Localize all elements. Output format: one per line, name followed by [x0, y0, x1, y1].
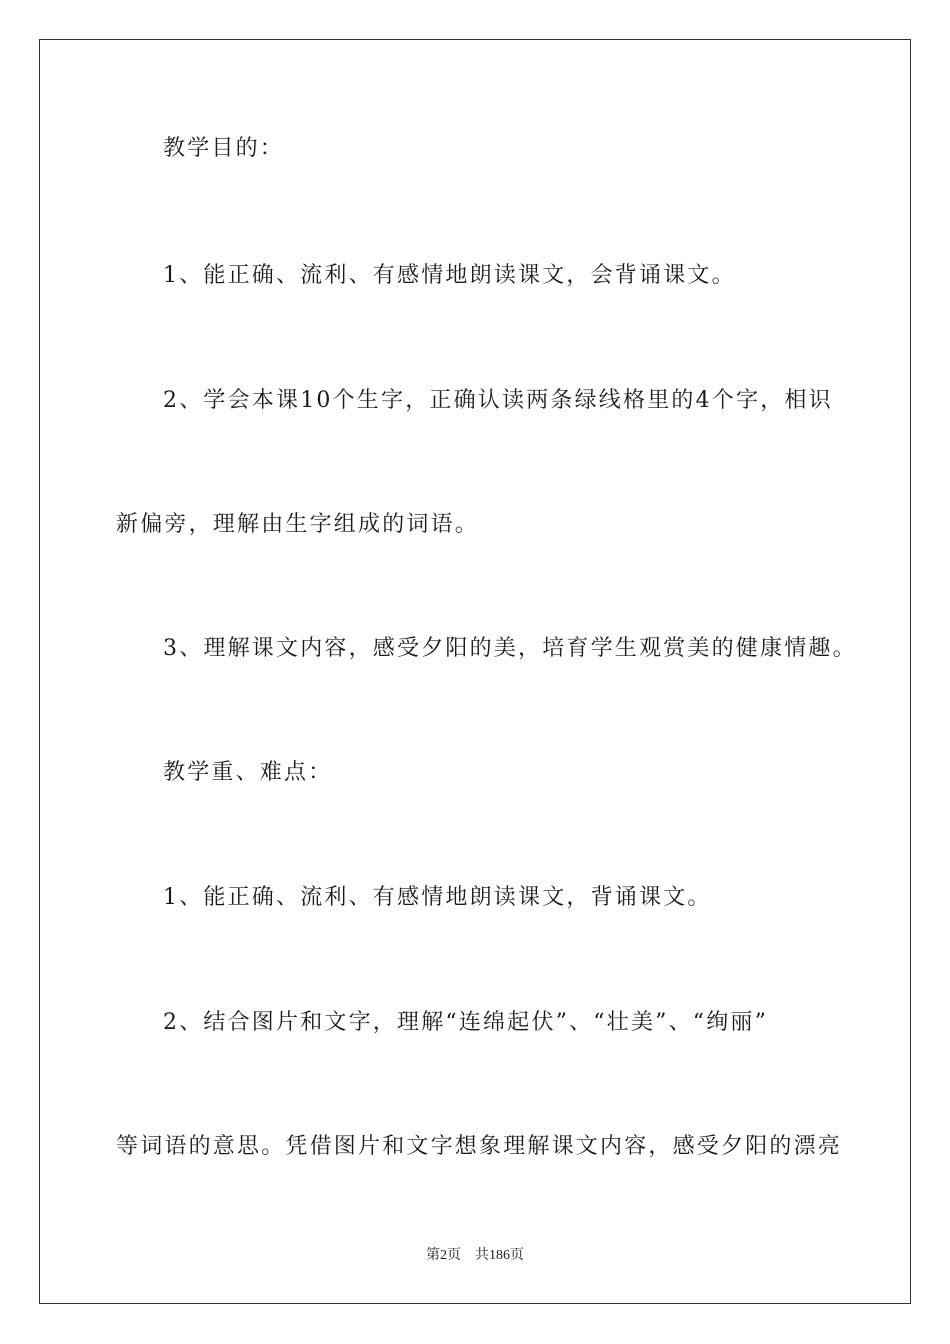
page-footer [0, 1247, 950, 1265]
paragraph-line: 2、学会本课10个生字，正确认读两条绿线格里的4个字，相识 [163, 388, 833, 413]
paragraph-line: 1、能正确、流利、有感情地朗读课文，会背诵课文。 [163, 263, 736, 288]
section-heading-objectives: 教学目的： [163, 136, 285, 161]
paragraph-line: 新偏旁，理解由生字组成的词语。 [116, 512, 480, 537]
page-number: 第2页 [426, 1248, 461, 1263]
paragraph-line: 3、理解课文内容，感受夕阳的美，培育学生观赏美的健康情趣。 [163, 636, 857, 661]
paragraph-line: 2、结合图片和文字，理解“连绵起伏”、“壮美”、“绚丽” [163, 1010, 769, 1035]
paragraph-line: 等词语的意思。凭借图片和文字想象理解课文内容，感受夕阳的漂亮 [116, 1134, 843, 1159]
page-total: 共186页 [475, 1248, 524, 1263]
section-heading-key-points: 教学重、难点： [163, 760, 333, 785]
page-frame [39, 39, 911, 1304]
paragraph-line: 1、能正确、流利、有感情地朗读课文，背诵课文。 [163, 885, 712, 910]
